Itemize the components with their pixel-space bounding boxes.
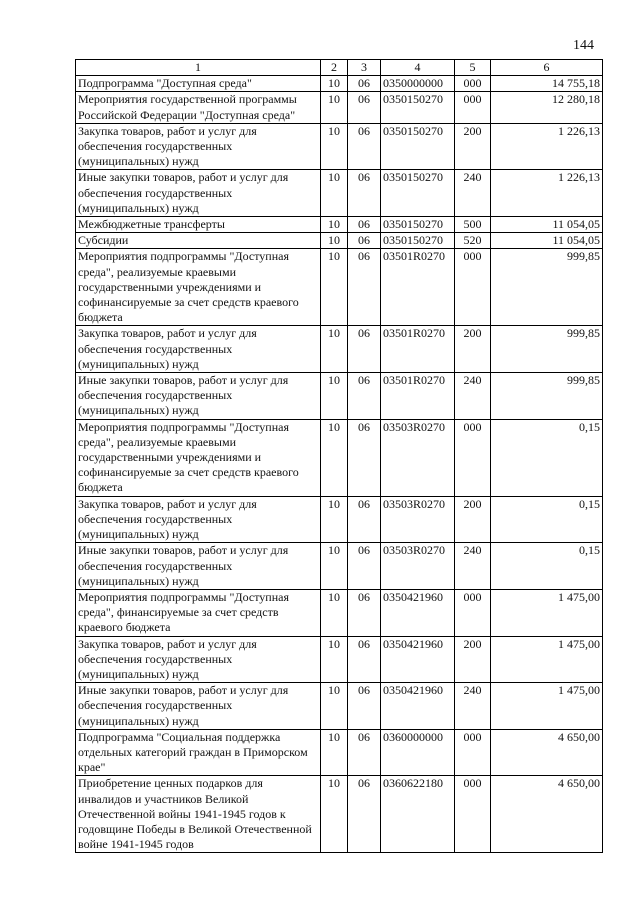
row-expense-type: 000 — [455, 419, 491, 496]
row-target-article: 0350150270 — [381, 217, 455, 233]
row-section: 10 — [321, 326, 348, 373]
row-subsection: 06 — [348, 419, 381, 496]
row-amount: 14 755,18 — [491, 76, 603, 92]
table-row — [76, 776, 603, 853]
row-amount: 1 475,00 — [491, 683, 603, 730]
row-name: Приобретение ценных подарков для инвалидов и участников Великой Отечественной войны 1941-1945 годов к годовщине Победы в Великой Отечественной войне 1941-1945 годов — [76, 776, 321, 853]
row-subsection: 06 — [348, 233, 381, 249]
row-amount: 11 054,05 — [491, 233, 603, 249]
row-expense-type: 500 — [455, 217, 491, 233]
row-subsection: 06 — [348, 123, 381, 170]
row-target-article: 03501R0270 — [381, 249, 455, 326]
row-amount: 11 054,05 — [491, 217, 603, 233]
row-section: 10 — [321, 123, 348, 170]
row-section: 10 — [321, 543, 348, 590]
row-name: Подпрограмма "Социальная поддержка отдельных категорий граждан в Приморском крае" — [76, 729, 321, 776]
table-row — [76, 92, 603, 123]
row-expense-type: 000 — [455, 776, 491, 853]
row-expense-type: 000 — [455, 589, 491, 636]
row-expense-type: 240 — [455, 170, 491, 217]
table-row — [76, 373, 603, 420]
row-subsection: 06 — [348, 589, 381, 636]
row-name: Мероприятия подпрограммы "Доступная среда", финансируемые за счет средств краевого бюджета — [76, 589, 321, 636]
row-name: Закупка товаров, работ и услуг для обеспечения государственных (муниципальных) нужд — [76, 496, 321, 543]
row-section: 10 — [321, 776, 348, 853]
row-section: 10 — [321, 217, 348, 233]
table-row — [76, 217, 603, 233]
row-expense-type: 520 — [455, 233, 491, 249]
row-target-article: 0350150270 — [381, 170, 455, 217]
row-target-article: 03501R0270 — [381, 373, 455, 420]
header-col-3: 3 — [348, 60, 381, 76]
table-row — [76, 729, 603, 776]
row-section: 10 — [321, 729, 348, 776]
row-subsection: 06 — [348, 636, 381, 683]
row-expense-type: 200 — [455, 496, 491, 543]
row-subsection: 06 — [348, 170, 381, 217]
row-target-article: 03503R0270 — [381, 419, 455, 496]
row-expense-type: 240 — [455, 543, 491, 590]
row-section: 10 — [321, 419, 348, 496]
table-row — [76, 419, 603, 496]
row-target-article: 03503R0270 — [381, 543, 455, 590]
row-expense-type: 200 — [455, 326, 491, 373]
row-amount: 12 280,18 — [491, 92, 603, 123]
row-expense-type: 200 — [455, 123, 491, 170]
row-target-article: 03503R0270 — [381, 496, 455, 543]
row-amount: 999,85 — [491, 326, 603, 373]
row-subsection: 06 — [348, 92, 381, 123]
row-target-article: 0350421960 — [381, 636, 455, 683]
table-row — [76, 233, 603, 249]
row-subsection: 06 — [348, 543, 381, 590]
row-subsection: 06 — [348, 496, 381, 543]
row-section: 10 — [321, 92, 348, 123]
budget-table — [75, 59, 603, 853]
row-subsection: 06 — [348, 249, 381, 326]
row-target-article: 0360622180 — [381, 776, 455, 853]
row-expense-type: 000 — [455, 249, 491, 326]
row-name: Иные закупки товаров, работ и услуг для обеспечения государственных (муниципальных) нужд — [76, 543, 321, 590]
table-row — [76, 589, 603, 636]
row-amount: 0,15 — [491, 419, 603, 496]
table-row — [76, 543, 603, 590]
table-row — [76, 683, 603, 730]
row-name: Закупка товаров, работ и услуг для обеспечения государственных (муниципальных) нужд — [76, 326, 321, 373]
row-subsection: 06 — [348, 776, 381, 853]
table-row — [76, 123, 603, 170]
row-section: 10 — [321, 233, 348, 249]
row-subsection: 06 — [348, 683, 381, 730]
row-amount: 1 226,13 — [491, 123, 603, 170]
row-name: Мероприятия государственной программы Российской Федерации "Доступная среда" — [76, 92, 321, 123]
table-row — [76, 170, 603, 217]
row-expense-type: 000 — [455, 729, 491, 776]
header-col-1: 1 — [76, 60, 321, 76]
row-target-article: 0350000000 — [381, 76, 455, 92]
row-target-article: 03501R0270 — [381, 326, 455, 373]
row-name: Закупка товаров, работ и услуг для обеспечения государственных (муниципальных) нужд — [76, 636, 321, 683]
row-section: 10 — [321, 249, 348, 326]
row-amount: 4 650,00 — [491, 729, 603, 776]
row-amount: 4 650,00 — [491, 776, 603, 853]
table-row — [76, 496, 603, 543]
row-target-article: 0350150270 — [381, 92, 455, 123]
row-subsection: 06 — [348, 217, 381, 233]
row-section: 10 — [321, 496, 348, 543]
row-amount: 1 226,13 — [491, 170, 603, 217]
row-amount: 999,85 — [491, 249, 603, 326]
row-target-article: 0350421960 — [381, 683, 455, 730]
header-col-2: 2 — [321, 60, 348, 76]
page-number: 144 — [573, 38, 594, 53]
row-name: Иные закупки товаров, работ и услуг для обеспечения государственных (муниципальных) нужд — [76, 683, 321, 730]
row-expense-type: 240 — [455, 683, 491, 730]
row-section: 10 — [321, 170, 348, 217]
row-name: Мероприятия подпрограммы "Доступная среда", реализуемые краевыми государственными учреждениями и софинансируемые за счет средств краевого бюджета — [76, 249, 321, 326]
table-row — [76, 636, 603, 683]
row-subsection: 06 — [348, 326, 381, 373]
row-amount: 0,15 — [491, 496, 603, 543]
header-row — [76, 60, 603, 76]
row-amount: 1 475,00 — [491, 589, 603, 636]
row-amount: 0,15 — [491, 543, 603, 590]
row-section: 10 — [321, 373, 348, 420]
row-amount: 999,85 — [491, 373, 603, 420]
row-subsection: 06 — [348, 76, 381, 92]
row-expense-type: 000 — [455, 76, 491, 92]
row-section: 10 — [321, 683, 348, 730]
header-col-6: 6 — [491, 60, 603, 76]
row-target-article: 0350150270 — [381, 233, 455, 249]
row-section: 10 — [321, 76, 348, 92]
row-section: 10 — [321, 589, 348, 636]
row-expense-type: 200 — [455, 636, 491, 683]
table-row — [76, 249, 603, 326]
row-name: Субсидии — [76, 233, 321, 249]
row-name: Иные закупки товаров, работ и услуг для обеспечения государственных (муниципальных) нужд — [76, 170, 321, 217]
row-subsection: 06 — [348, 729, 381, 776]
row-subsection: 06 — [348, 373, 381, 420]
row-name: Межбюджетные трансферты — [76, 217, 321, 233]
row-name: Мероприятия подпрограммы "Доступная среда", реализуемые краевыми государственными учреждениями и софинансируемые за счет средств краевого бюджета — [76, 419, 321, 496]
row-section: 10 — [321, 636, 348, 683]
row-target-article: 0350150270 — [381, 123, 455, 170]
table-row — [76, 76, 603, 92]
row-name: Закупка товаров, работ и услуг для обеспечения государственных (муниципальных) нужд — [76, 123, 321, 170]
row-expense-type: 240 — [455, 373, 491, 420]
header-col-4: 4 — [381, 60, 455, 76]
row-target-article: 0360000000 — [381, 729, 455, 776]
row-name: Подпрограмма "Доступная среда" — [76, 76, 321, 92]
row-expense-type: 000 — [455, 92, 491, 123]
row-name: Иные закупки товаров, работ и услуг для обеспечения государственных (муниципальных) нужд — [76, 373, 321, 420]
table-row — [76, 326, 603, 373]
row-target-article: 0350421960 — [381, 589, 455, 636]
row-amount: 1 475,00 — [491, 636, 603, 683]
header-col-5: 5 — [455, 60, 491, 76]
